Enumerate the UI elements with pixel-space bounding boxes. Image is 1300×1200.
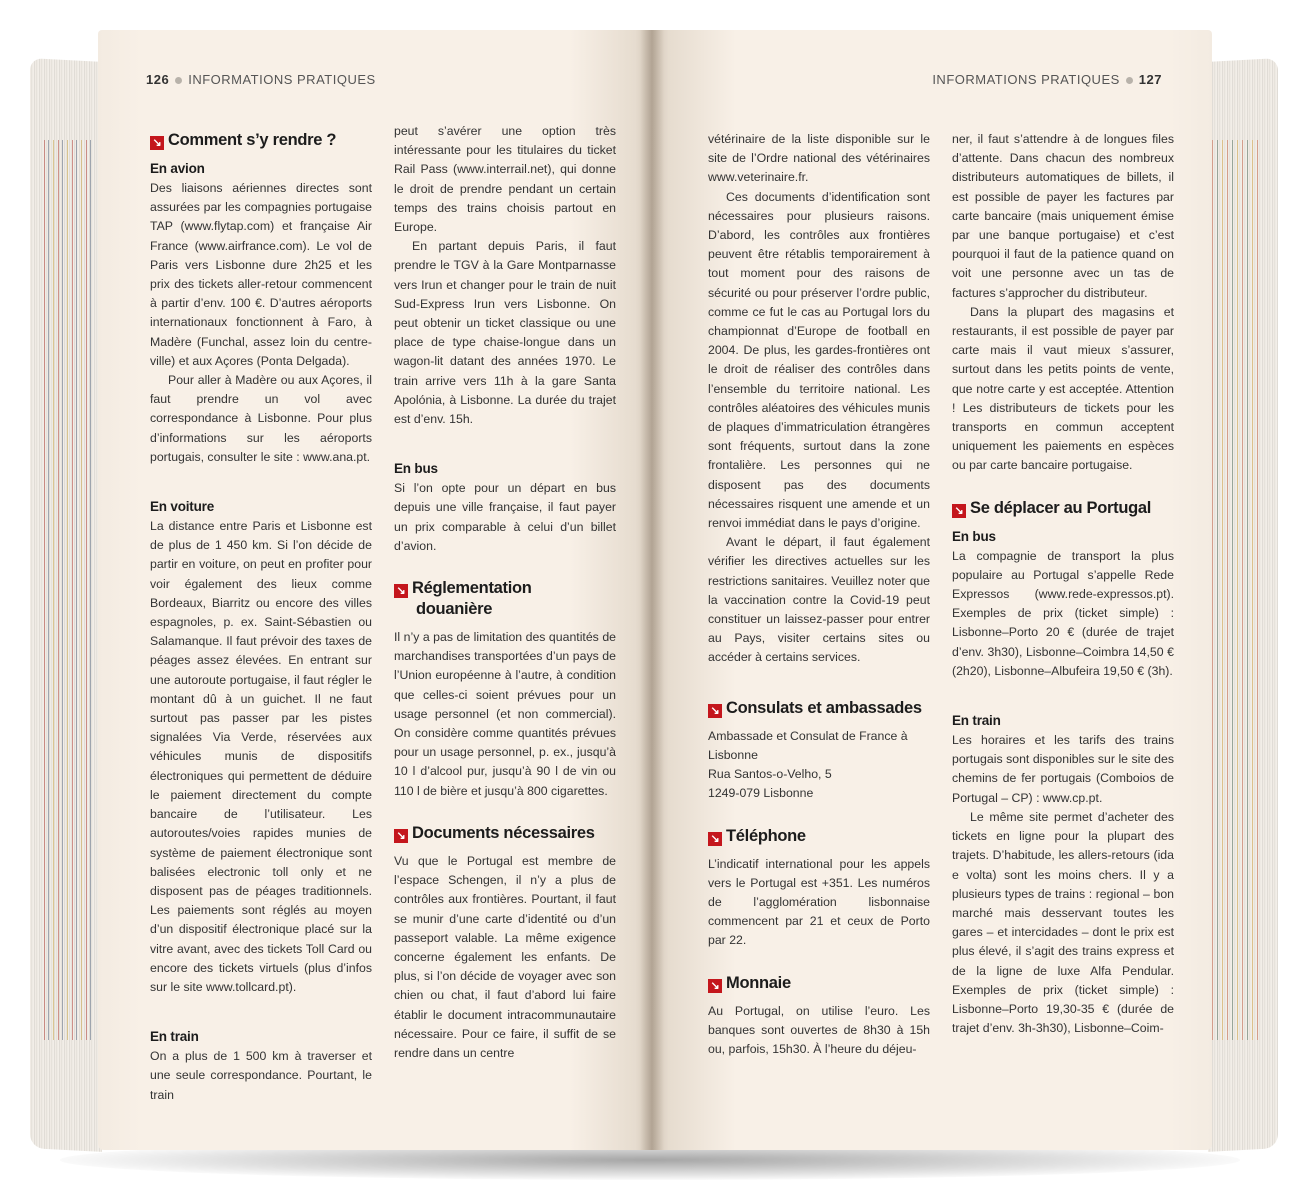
column-3 <box>708 130 930 1059</box>
paragraph: Les horaires et les tarifs des trains portugais sont disponibles sur le site des chemins de fer portugais (Comboios de Portugal – CP) : www.cp.pt. <box>952 733 1174 805</box>
paragraph: Il n’y a pas de limitation des quantités de marchandises transportées d’un pays de l’Union européenne à l’autre, à condition que celles-ci soient prévues pour un usage personnel (et non commercial). On considère comme quantités prévues pour un usage personnel, p. ex., jusqu’à 10 l d’alcool pur, jusqu’à 90 l de vin ou 110 l de bière et jusqu’à 800 cigarettes. <box>394 630 616 798</box>
arrow-marker-icon: ↘ <box>708 979 722 993</box>
paragraph: Le même site permet d’acheter des tickets en ligne pour la plupart des trajets. D’habitude, les allers-retours (ida e volta) sont les moins chers. Il y a plusieurs types de trains : regional – bon marché mais desservant toutes les gares – et intercidades – dont le prix est plus élevé, il s’agit des trains express et de la ligne de luxe Alfa Pendular. Exemples de prix (ticket simple) : Lisbonne–Porto 19,30-35 € (durée de trajet d’env. 3h-3h30), Lisbonne–Coim- <box>952 809 1174 1036</box>
left-page <box>98 30 652 1150</box>
subheading-en-voiture: En voiture <box>150 499 215 515</box>
page-edges-color-right <box>1212 140 1260 1040</box>
heading-comment-sy-rendre: ↘ Comment s’y rendre ? <box>150 130 372 151</box>
paragraph: Dans la plupart des magasins et restaurants, il est possible de payer par carte mais il vaut mieux s’assurer, surtout dans les petits points de vente, que notre carte y est acceptée. Attention ! Les distributeurs de tickets pour les transports en commun acceptent uniquement les paiements en espèces ou par carte bancaire portugaise. <box>952 304 1174 473</box>
heading-telephone: ↘ Téléphone <box>708 826 930 847</box>
section-title: INFORMATIONS PRATIQUES <box>188 72 376 87</box>
paragraph: Si l’on opte pour un départ en bus depuis une ville française, il faut payer un prix comparable à celui d’un billet d’avion. <box>394 481 616 553</box>
heading-documents-necessaires: ↘ Documents nécessaires <box>394 823 616 844</box>
subheading-en-avion: En avion <box>150 161 205 176</box>
subheading-en-bus: En bus <box>394 461 438 477</box>
heading-monnaie: ↘ Monnaie <box>708 973 930 994</box>
paragraph: Ces documents d’identification sont nécessaires pour plusieurs raisons. D’abord, les contrôles aux frontières peuvent être rétablis temporairement à tout moment pour des raisons de sécurité ou pour préserver l’ordre public, comme ce fut le cas au Portugal lors du championnat d’Europe de football en 2004. De plus, les gardes-frontières ont le droit de réaliser des contrôles dans l’ensemble du territoire national. Les contrôles aléatoires des véhicules munis de plaques d’immatriculation étrangères sont fréquents, surtout dans la zone frontalière. Les personnes qui ne disposent pas des documents nécessaires risquent une amende et un renvoi immédiat dans le pays d’origine. <box>708 189 930 531</box>
subheading-en-bus: En bus <box>952 528 996 544</box>
column-1 <box>150 130 372 1105</box>
heading-se-deplacer: ↘ Se déplacer au Portugal <box>952 498 1174 519</box>
paragraph: On a plus de 1 500 km à traverser et une seule correspondance. Pourtant, le train <box>150 1049 372 1102</box>
subheading-en-train: En train <box>150 1029 199 1045</box>
paragraph: La distance entre Paris et Lisbonne est de plus de 1 450 km. Si l’on décide de partir en voiture, on peut en profiter pour voir également des lieux comme Bordeaux, Biarritz ou encore des villes espagnoles, p. ex. Saint-Sébastien ou Salamanque. Il faut prévoir des taxes de péages assez élevées. En entrant sur une autoroute portugaise, il faut régler le montant dû à un guichet. Il ne faut surtout pas passer par les pistes signalées Via Verde, réservées aux véhicules munis de dispositifs électroniques qui permettent de déduire le paiement directement du compte bancaire de l’utilisateur. Les autoroutes/voies rapides munies de système de paiement électronique sont balisées electronic toll only et ne disposent pas de péages traditionnels. Les paiements sont réglés au moyen d’un dispositif électronique placé sur la vitre avant, avec des tickets Toll Card ou encore des tickets virtuels (plus d’infos sur le site www.tollcard.pt). <box>150 519 372 994</box>
paragraph: vétérinaire de la liste disponible sur le site de l’Ordre national des vétérinaires www.veterinaire.fr. <box>708 132 930 185</box>
paragraph: En partant depuis Paris, il faut prendre le TGV à la Gare Montparnasse vers Irun et changer pour le train de nuit Sud-Express Irun vers Lisbonne. On peut obtenir un ticket classique ou une place de type chaise-longue dans un wagon-lit datant des années 1970. Le train arrive vers 11h à la gare Santa Apolónia, à Lisbonne. La durée du trajet est d’env. 15h. <box>394 239 616 427</box>
page-edges-color-left <box>44 140 92 1040</box>
right-page <box>652 30 1212 1150</box>
arrow-marker-icon: ↘ <box>708 832 722 846</box>
paragraph: Des liaisons aériennes directes sont assurées par les compagnies portugaise TAP (www.flytap.com) et française Air France (www.airfrance.com). Le vol de Paris vers Lisbonne dure 2h25 et les prix des tickets aller-retour commencent à partir d’env. 100 €. D’autres aéroports internationaux fonctionnent à Faro, à Madère (Funchal, assez loin du centre-ville) et aux Açores (Ponta Delgada). <box>150 181 372 368</box>
paragraph: Pour aller à Madère ou aux Açores, il faut prendre un vol avec correspondance à Lisbonne. Pour plus d’informations sur les aéroports portugais, consulter le site : www.ana.pt. <box>150 373 372 464</box>
heading-reglementation-douaniere: ↘ Réglementation douanière <box>394 578 616 620</box>
paragraph: L’indicatif international pour les appels vers le Portugal est +351. Les numéros de l’agglomération lisbonnaise commencent par 21 et ceux de Porto par 22. <box>708 856 930 948</box>
paragraph: ner, il faut s’attendre à de longues files d’attente. Dans chacun des nombreux distributeurs automatiques de billets, il est possible de payer les factures par carte bancaire (mais uniquement émise par une banque portugaise) et c’est pourquoi il faut de la patience quand on voit une personne avec un tas de factures s’approcher du distributeur. <box>952 132 1174 300</box>
arrow-marker-icon: ↘ <box>150 136 164 150</box>
address-line: Ambassade et Consulat de France à Lisbonne <box>708 728 908 762</box>
running-head-left <box>146 72 376 87</box>
address-line: 1249-079 Lisbonne <box>708 786 814 801</box>
arrow-marker-icon: ↘ <box>708 704 722 718</box>
arrow-marker-icon: ↘ <box>394 829 408 843</box>
book-gutter <box>640 30 664 1150</box>
column-4 <box>952 130 1174 1038</box>
paragraph: peut s’avérer une option très intéressante pour les titulaires du ticket Rail Pass (www.interrail.net), qui donne le droit de prendre pendant un certain temps des trains choisis partout en Europe. <box>394 124 616 235</box>
page-number: 127 <box>1138 72 1162 87</box>
bullet-icon <box>1126 77 1133 84</box>
arrow-marker-icon: ↘ <box>952 504 966 518</box>
paragraph: Au Portugal, on utilise l’euro. Les banques sont ouvertes de 8h30 à 15h ou, parfois, 15h30. À l’heure du déjeu- <box>708 1003 930 1056</box>
heading-consulats-ambassades: ↘ Consulats et ambassades <box>708 698 930 719</box>
arrow-marker-icon: ↘ <box>394 584 408 598</box>
column-2 <box>394 122 616 1063</box>
running-head-right <box>932 72 1162 87</box>
paragraph: La compagnie de transport la plus populaire au Portugal s’appelle Rede Expressos (www.rede-expressos.pt). Exemples de prix (ticket simple) : Lisbonne–Porto 20 € (durée de trajet d’env. 3h30), Lisbonne–Coimbra 14,50 € (2h20), Lisbonne–Albufeira 19,50 € (3h). <box>952 548 1174 678</box>
page-number: 126 <box>146 72 170 87</box>
subheading-en-train: En train <box>952 713 1001 729</box>
bullet-icon <box>175 77 182 84</box>
section-title: INFORMATIONS PRATIQUES <box>932 72 1120 87</box>
paragraph: Vu que le Portugal est membre de l’espace Schengen, il n’y a plus de contrôles aux frontières. Pourtant, il faut se munir d’une carte d’identité ou d’un passeport valable. La même exigence concerne également les enfants. De plus, si l’on décide de voyager avec son chien ou chat, il faut d’abord lui faire établir le document intracommunautaire nécessaire. Pour ce faire, il suffit de se rendre dans un centre <box>394 853 616 1060</box>
address-line: Rua Santos-o-Velho, 5 <box>708 767 832 782</box>
paragraph: Avant le départ, il faut également vérifier les directives actuelles sur les restrictions sanitaires. Veuillez noter que la vaccination contre la Covid-19 peut constituer un laissez-passer pour entrer au Pays, visiter certains sites ou accéder à certains services. <box>708 535 930 665</box>
